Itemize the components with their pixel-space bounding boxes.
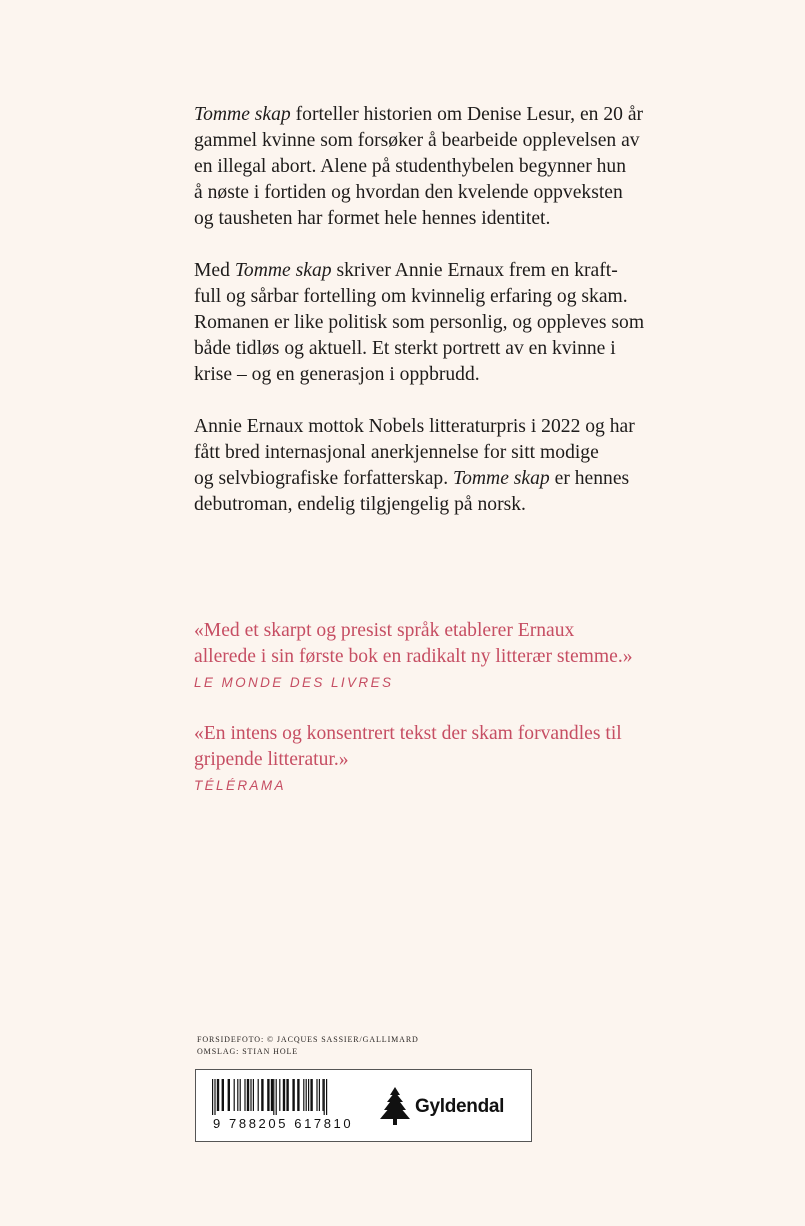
- barcode-bar: [286, 1079, 288, 1111]
- blurb-line: både tidløs og aktuell. Et sterkt portrett av en kvinne i: [194, 338, 616, 359]
- blurb-line: krise – og en generasjon i oppbrudd.: [194, 364, 480, 385]
- blurb-paragraph-2: [194, 258, 704, 388]
- barcode-bar: [303, 1079, 304, 1111]
- barcode-box: [195, 1069, 532, 1142]
- book-title: Tomme skap: [453, 468, 550, 489]
- quote-source: LE MONDE DES LIVRES: [194, 675, 394, 690]
- barcode-bar: [324, 1079, 325, 1115]
- barcode-bar: [326, 1079, 327, 1115]
- barcode-bar: [292, 1079, 294, 1111]
- quote-source: TÉLÉRAMA: [194, 778, 286, 793]
- blurb-line: Romanen er like politisk som personlig, og oppleves som: [194, 312, 645, 333]
- barcode-bar: [250, 1079, 251, 1111]
- quote-text-line: allerede i sin første bok en radikalt ny litterær stemme.»: [194, 646, 633, 667]
- barcode-bar: [316, 1079, 317, 1111]
- blurb-paragraph-1: [194, 102, 704, 232]
- barcode-bar: [308, 1079, 309, 1111]
- barcode-bar: [237, 1079, 238, 1111]
- barcode-bar: [228, 1079, 230, 1111]
- barcode: [212, 1079, 352, 1115]
- fir-tree-icon: [379, 1087, 411, 1125]
- isbn-number: 9 788205 617810: [213, 1116, 354, 1131]
- blurb-line: og selvbiografiske forfatterskap. Tomme skap er hennes: [194, 468, 630, 489]
- barcode-bar: [310, 1079, 312, 1111]
- cover-credit: OMSLAG: STIAN HOLE: [197, 1047, 299, 1056]
- barcode-bar: [212, 1079, 213, 1115]
- barcode-bar: [244, 1079, 245, 1111]
- barcode-bar: [267, 1079, 269, 1111]
- book-title: Tomme skap: [194, 104, 291, 125]
- barcode-bar: [258, 1079, 259, 1111]
- barcode-bar: [261, 1079, 263, 1111]
- barcode-bar: [217, 1079, 219, 1111]
- barcode-bar: [306, 1079, 307, 1111]
- barcode-bar: [234, 1079, 235, 1111]
- blurb-line: gammel kvinne som forsøker å bearbeide opplevelsen av: [194, 130, 640, 151]
- barcode-bar: [319, 1079, 320, 1111]
- blurb-line: Annie Ernaux mottok Nobels litteraturpris i 2022 og har: [194, 416, 635, 437]
- barcode-bar: [214, 1079, 215, 1115]
- barcode-bar: [253, 1079, 254, 1111]
- blurb-line: Tomme skap forteller historien om Denise Lesur, en 20 år: [194, 104, 644, 125]
- barcode-bar: [222, 1079, 224, 1111]
- book-title: Tomme skap: [234, 260, 332, 281]
- blurb-line: Med Tomme skap skriver Annie Ernaux frem en kraft-: [194, 260, 618, 281]
- blurb-line: og tausheten har formet hele hennes identitet.: [194, 208, 551, 229]
- barcode-bar: [283, 1079, 285, 1111]
- barcode-bar: [240, 1079, 241, 1111]
- blurb-line: full og sårbar fortelling om kvinnelig erfaring og skam.: [194, 286, 628, 307]
- blurb-line: fått bred internasjonal anerkjennelse for sitt modige: [194, 442, 599, 463]
- quote-text-line: «Med et skarpt og presist språk etablerer Ernaux: [194, 620, 575, 641]
- quote-text-line: «En intens og konsentrert tekst der skam forvandles til: [194, 723, 622, 744]
- photo-credit: FORSIDEFOTO: © JACQUES SASSIER/GALLIMARD: [197, 1035, 419, 1044]
- barcode-bar: [279, 1079, 280, 1111]
- publisher-logo-text: Gyldendal: [415, 1096, 505, 1117]
- barcode-bar: [322, 1079, 323, 1111]
- blurb-line: å nøste i fortiden og hvordan den kvelende oppveksten: [194, 182, 623, 203]
- review-quote-1: [194, 618, 714, 693]
- review-quote-2: [194, 721, 714, 796]
- barcode-bar: [297, 1079, 299, 1111]
- barcode-bar: [271, 1079, 273, 1111]
- blurb-line: en illegal abort. Alene på studenthybelen begynner hun: [194, 156, 627, 177]
- barcode-bar: [247, 1079, 249, 1111]
- barcode-bar: [273, 1079, 274, 1115]
- quote-text-line: gripende litteratur.»: [194, 749, 349, 770]
- barcode-bar: [276, 1079, 277, 1115]
- credits: [197, 1034, 419, 1058]
- blurb-line: debutroman, endelig tilgjengelig på norsk.: [194, 494, 526, 515]
- blurb-paragraph-3: [194, 414, 704, 518]
